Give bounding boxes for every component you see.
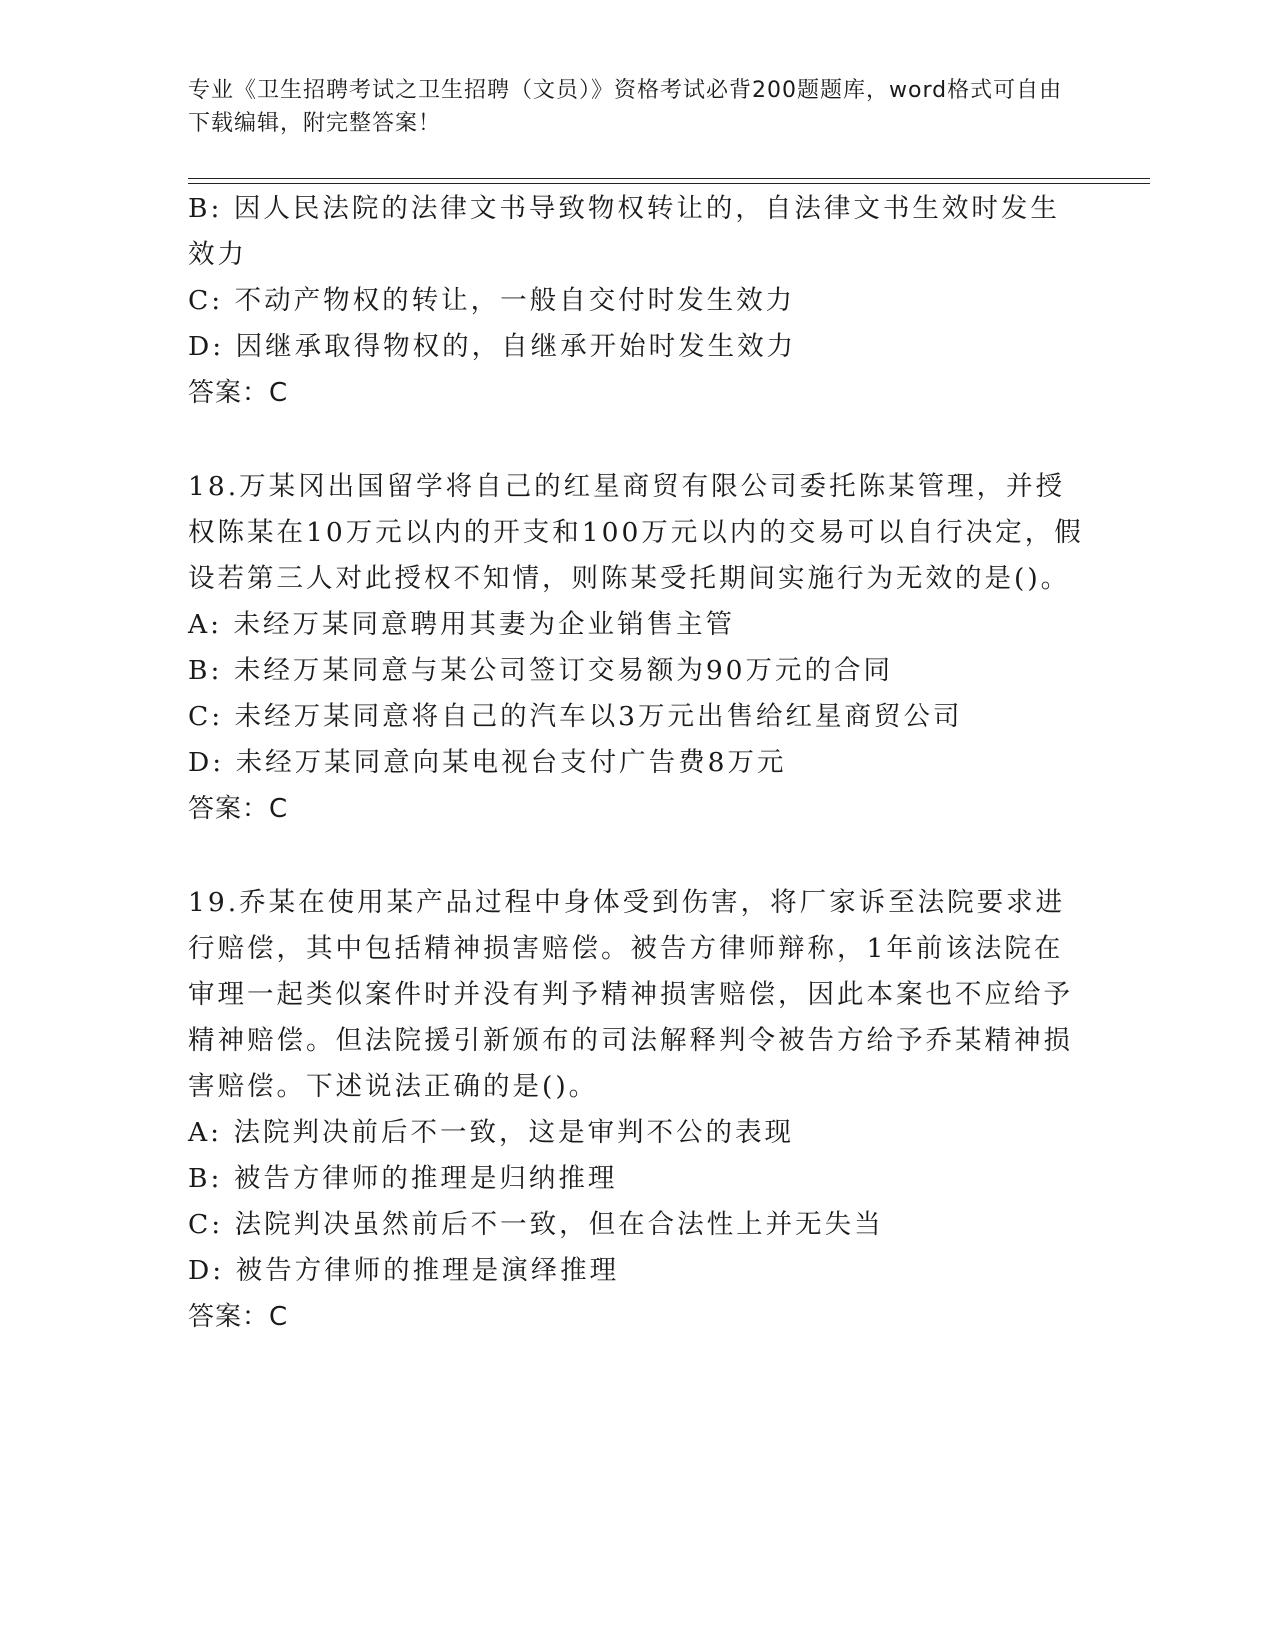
question-17-block (188, 186, 1088, 416)
q19-stem: 19.乔某在使用某产品过程中身体受到伤害，将厂家诉至法院要求进行赔偿，其中包括精神损害赔偿。被告方律师辩称，1年前该法院在审理一起类似案件时并没有判予精神损害赔偿，因此本案也不应给予精神赔偿。但法院援引新颁布的司法解释判令被告方给予乔某精神损害赔偿。下述说法正确的是()。 (188, 887, 1073, 1102)
spacer (188, 832, 1088, 880)
q18-option-b: B: 未经万某同意与某公司签订交易额为90万元的合同 (188, 655, 894, 686)
q19-option-a: A: 法院判决前后不一致，这是审判不公的表现 (188, 1117, 794, 1148)
q17-answer: 答案：C (188, 378, 289, 408)
q17-option-c: C: 不动产物权的转让，一般自交付时发生效力 (188, 285, 796, 316)
q18-option-d: D: 未经万某同意向某电视台支付广告费8万元 (188, 747, 787, 778)
q19-option-c: C: 法院判决虽然前后不一致，但在合法性上并无失当 (188, 1209, 884, 1240)
q19-answer: 答案：C (188, 1302, 289, 1332)
q18-option-a: A: 未经万某同意聘用其妻为企业销售主管 (188, 609, 735, 640)
q17-option-d: D: 因继承取得物权的，自继承开始时发生效力 (188, 331, 797, 362)
q19-option-b: B: 被告方律师的推理是归纳推理 (188, 1163, 618, 1194)
q18-option-c: C: 未经万某同意将自己的汽车以3万元出售给红星商贸公司 (188, 701, 963, 732)
question-19-block (188, 880, 1088, 1340)
q18-answer: 答案：C (188, 794, 289, 824)
q18-stem: 18.万某冈出国留学将自己的红星商贸有限公司委托陈某管理，并授权陈某在10万元以内的开支和100万元以内的交易可以自行决定，假设若第三人对此授权不知情，则陈某受托期间实施行为无效的是()。 (188, 471, 1084, 594)
document-header: 专业《卫生招聘考试之卫生招聘（文员）》资格考试必背200题题库，word格式可自由下载编辑，附完整答案！ (188, 78, 1063, 136)
spacer (188, 416, 1088, 464)
q19-option-d: D: 被告方律师的推理是演绎推理 (188, 1255, 620, 1286)
q17-option-b: B: 因人民法院的法律文书导致物权转让的，自法律文书生效时发生效力 (188, 193, 1060, 270)
question-18-block (188, 464, 1088, 832)
header-divider-top (188, 178, 1150, 179)
document-body (188, 186, 1088, 1340)
header-divider-bottom (188, 183, 1150, 184)
